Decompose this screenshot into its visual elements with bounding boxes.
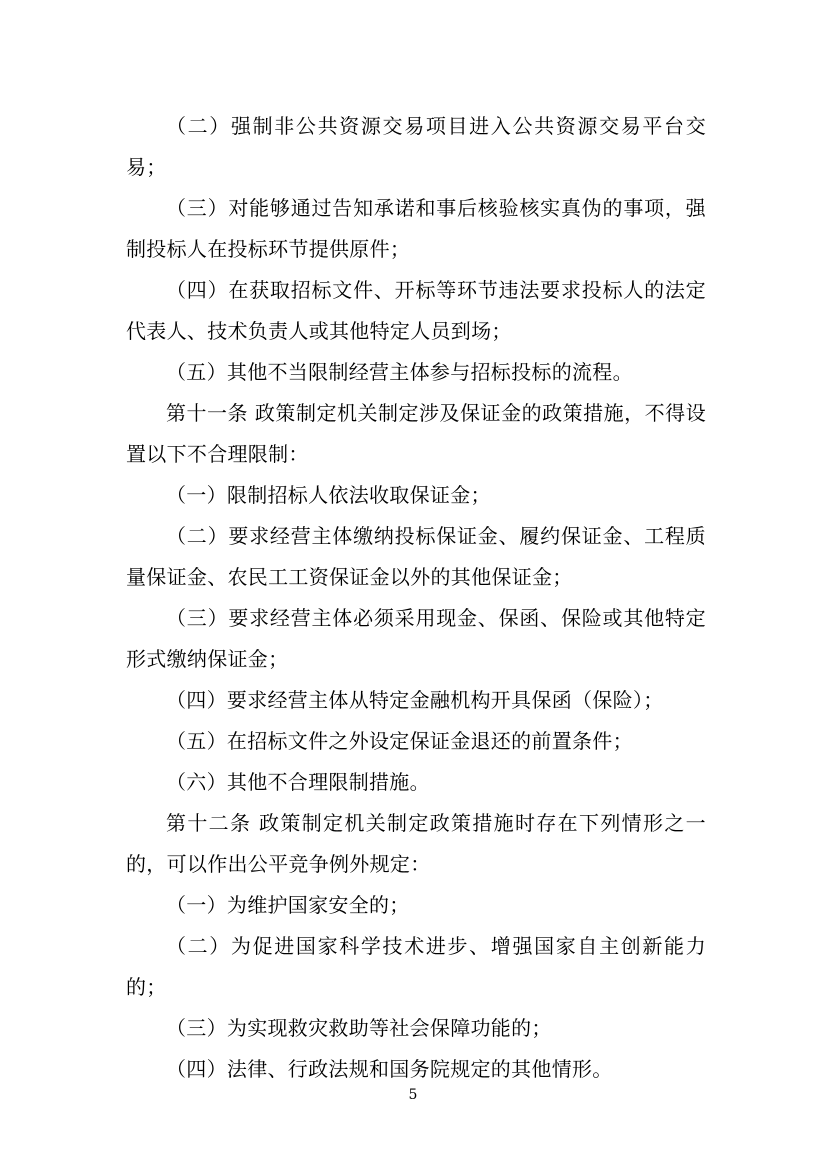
- paragraph-article-11: 第十一条 政策制定机关制定涉及保证金的政策措施，不得设置以下不合理限制：: [126, 401, 706, 466]
- paragraph-article-11-item-4: （四）要求经营主体从特定金融机构开具保函（保险）；: [166, 688, 664, 712]
- paragraph-article-12-item-3: （三）为实现救灾救助等社会保障功能的；: [166, 1016, 552, 1040]
- document-body: [126, 106, 706, 1090]
- paragraph-article-11-item-3: （三）要求经营主体必须采用现金、保函、保险或其他特定形式缴纳保证金；: [126, 606, 706, 671]
- paragraph-item-5-other-process-limits: （五）其他不当限制经营主体参与招标投标的流程。: [166, 360, 633, 384]
- paragraph-article-11-item-1: （一）限制招标人依法收取保证金；: [166, 483, 491, 507]
- paragraph-item-3-original-documents: （三）对能够通过告知承诺和事后核验核实真伪的事项，强制投标人在投标环节提供原件；: [126, 196, 706, 261]
- paragraph-article-11-item-2: （二）要求经营主体缴纳投标保证金、履约保证金、工程质量保证金、农民工工资保证金以外的其他保证金；: [126, 524, 706, 589]
- paragraph-article-11-item-5: （五）在招标文件之外设定保证金退还的前置条件；: [166, 729, 633, 753]
- paragraph-item-2-forced-platform-trading: （二）强制非公共资源交易项目进入公共资源交易平台交易；: [126, 114, 706, 179]
- paragraph-article-12: 第十二条 政策制定机关制定政策措施时存在下列情形之一的，可以作出公平竞争例外规定：: [126, 811, 706, 876]
- paragraph-article-12-item-1: （一）为维护国家安全的；: [166, 893, 410, 917]
- paragraph-article-12-item-2: （二）为促进国家科学技术进步、增强国家自主创新能力的；: [126, 934, 706, 999]
- paragraph-item-4-personnel-attendance: （四）在获取招标文件、开标等环节违法要求投标人的法定代表人、技术负责人或其他特定人员到场；: [126, 278, 706, 343]
- page-number: 5: [408, 1087, 418, 1103]
- paragraph-article-12-item-4: （四）法律、行政法规和国务院规定的其他情形。: [166, 1057, 613, 1081]
- paragraph-article-11-item-6: （六）其他不合理限制措施。: [166, 770, 430, 794]
